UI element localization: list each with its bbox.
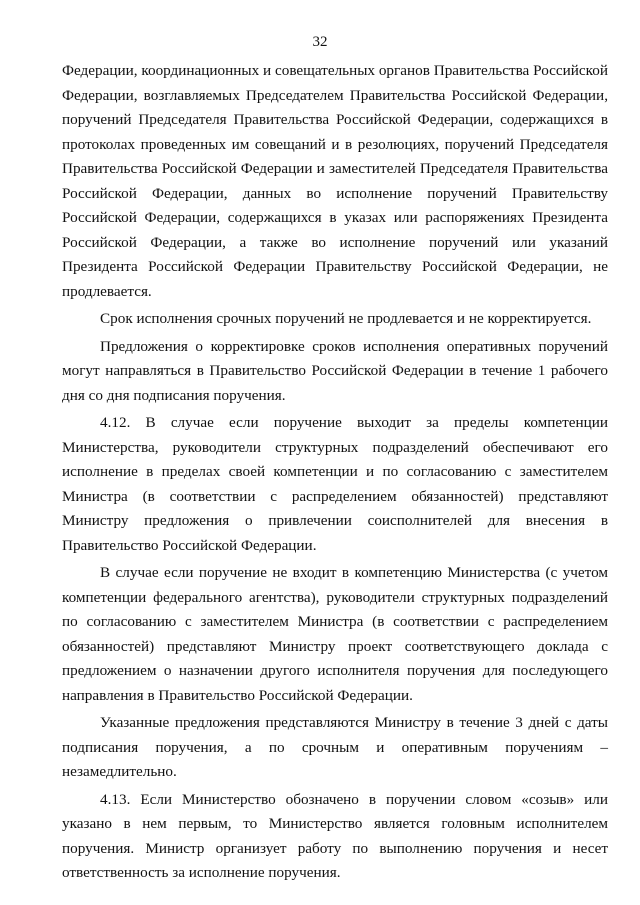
document-body bbox=[62, 59, 608, 886]
paragraph-continuation: Федерации, координационных и совещательных органов Правительства Российской Федерации, возглавляемых Председателем Правительства Российской Федерации, поручений Председателя Правительства Российской Федерации, содержащихся в протоколах проведенных им совещаний и в резолюциях, поручений Председателя Правительства Российской Федерации и заместителей Председателя Правительства Российской Федерации, данных во исполнение поручений Правительству Российской Федерации, содержащихся в указах или распоряжениях Президента Российской Федерации, а также во исполнение поручений или указаний Президента Российской Федерации Правительству Российской Федерации, не продлевается. bbox=[62, 62, 608, 300]
page-number: 32 bbox=[312, 34, 328, 50]
paragraph-urgent-deadline: Срок исполнения срочных поручений не продлевается и не корректируется. bbox=[100, 310, 592, 327]
paragraph-proposals-timing: Указанные предложения представляются Министру в течение 3 дней с даты подписания поручения, а по срочным и оперативным поручениям – незамедлительно. bbox=[62, 714, 608, 780]
paragraph-deadline-adjustment: Предложения о корректировке сроков исполнения оперативных поручений могут направляться в Правительство Российской Федерации в течение 1 рабочего дня со дня подписания поручения. bbox=[62, 337, 608, 404]
paragraph-section-4-13: 4.13. Если Министерство обозначено в поручении словом «созыв» или указано в нем первым, то Министерство является головным исполнителем поручения. Министр организует работу по выполнению поручения и несет ответственность за исполнение поручения. bbox=[62, 790, 608, 881]
paragraph-outside-competence: В случае если поручение не входит в компетенцию Министерства (с учетом компетенции федерального агентства), руководители структурных подразделений по согласованию с заместителем Министра (в соответствии с распределением обязанностей) представляют Министру проект соответствующего доклада с предложением о назначении другого исполнителя поручения для последующего направления в Правительство Российской Федерации. bbox=[62, 564, 608, 704]
paragraph-section-4-12: 4.12. В случае если поручение выходит за пределы компетенции Министерства, руководители структурных подразделений обеспечивают его исполнение в пределах своей компетенции и по согласованию с заместителем Министра (в соответствии с распределением обязанностей) представляют Министру предложения о привлечении соисполнителей для внесения в Правительство Российской Федерации. bbox=[62, 414, 608, 554]
